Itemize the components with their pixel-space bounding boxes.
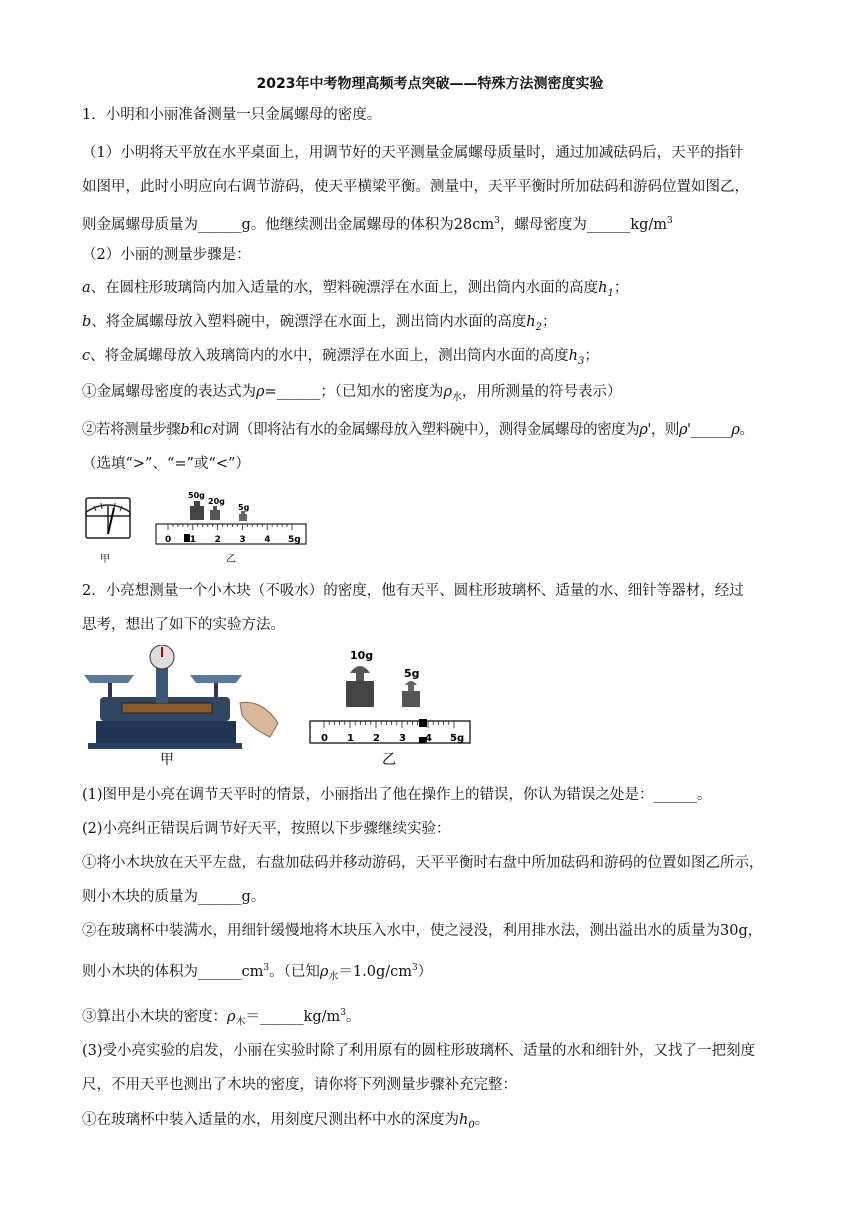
q2-s3-line2: 尺，不用天平也测出了木块的密度，请你将下列测量步骤补充完整： [82, 1077, 517, 1093]
page-title: 2023年中考物理高频考点突破——特殊方法测密度实验 [256, 76, 604, 92]
rule-tick-label: 1 [189, 535, 197, 545]
q2-intro-line2: 思考，想出了如下的实验方法。 [82, 617, 285, 633]
rule-tick-label: 3 [399, 733, 406, 744]
rider-rule [310, 719, 470, 743]
q2-figure [82, 645, 482, 770]
q2-s3-line1: (3)受小亮实验的启发，小丽在实验时除了利用原有的圆柱形玻璃杯、适量的水和细针外，又找了一把刻度 [82, 1043, 756, 1059]
rider-rule [156, 524, 306, 544]
fig2-label-yi: 乙 [382, 752, 396, 768]
fig2-label-jia: 甲 [160, 752, 174, 768]
q1-question-2: ②若将测量步骤b和c对调（即将沾有水的金属螺母放入塑料碗中），测得金属螺母的密度为ρ'，则ρ'______ρ。 [82, 422, 754, 438]
answer-blank: ______ [653, 787, 698, 803]
rule-tick-label: 0 [321, 733, 328, 744]
rule-tick-label: 5g [450, 733, 465, 744]
balance-scale-icon [84, 645, 278, 749]
rule-tick-label: 3 [239, 535, 246, 545]
fig1-label-yi: 乙 [226, 554, 236, 565]
rule-tick-label: 2 [373, 733, 380, 744]
weight-5g-label: 5g [404, 667, 420, 680]
q1-p1-line2: 如图甲，此时小明应向右调节游码，使天平横梁平衡。测量中，天平平衡时所加砝码和游码位置如图乙， [82, 179, 749, 195]
q2-s3-line3: ①在玻璃杯中装入适量的水，用刻度尺测出杯中水的深度为$h_0$。 [82, 1112, 490, 1131]
answer-blank: ______ [198, 889, 242, 905]
fig1-label-jia: 甲 [100, 554, 110, 565]
q1-p1-line1: （1）小明将天平放在水平桌面上，用调节好的天平测量金属螺母质量时，通过加减砝码后，天平的指针 [82, 145, 744, 161]
q2-s2b-line2: 则小木块的体积为$\_\_\_\_\_\_cm^3$。（已知$\rho_水=1.0g/cm^3$） [82, 963, 433, 983]
q2-s2a-line1: ①将小木块放在天平左盘，右盘加砝码并移动游码，天平平衡时右盘中所加砝码和游码的位置如图乙所示， [82, 855, 764, 871]
rule-tick-label: 2 [214, 535, 221, 545]
answer-blank: ______ [276, 384, 321, 400]
weight-5g-label: 5g [238, 503, 250, 512]
answer-blank: ______ [586, 216, 631, 233]
q1-p2: （2）小丽的测量步骤是： [82, 247, 251, 263]
rule-tick-label: 1 [347, 733, 354, 744]
rule-tick-label: 4 [264, 535, 271, 545]
rule-tick-label: 4 [425, 733, 432, 744]
q1-question-1: ①金属螺母密度的表达式为ρ=______；（已知水的密度为$\rho_水$，用所测量的符号表示） [82, 384, 622, 403]
q1-step-c: c、将金属螺母放入玻璃筒内的水中，碗漂浮在水面上，测出筒内水面的高度$h_3$； [82, 348, 599, 367]
q2-s2: (2)小亮纠正错误后调节好天平，按照以下步骤继续实验： [82, 821, 451, 837]
rule-tick-label: 5g [288, 535, 301, 545]
q1-step-b: b、将金属螺母放入塑料碗中，碗漂浮在水面上，测出筒内水面的高度$h_2$； [82, 314, 557, 333]
pointer-scale-icon [86, 498, 130, 538]
q2-s2a-line2: 则小木块的质量为______g。 [82, 889, 266, 905]
q1-p1-line3: 则金属螺母质量为______g。他继续测出金属螺母的体积为$28cm^3$，螺母密度为$\_\_\_\_\_\_kg/m^3$ [82, 216, 673, 233]
q1-intro: 1．小明和小丽准备测量一只金属螺母的密度。 [82, 107, 382, 123]
answer-blank: ______ [260, 1008, 304, 1025]
answer-blank: ______ [198, 963, 242, 980]
q1-step-a: a、在圆柱形玻璃筒内加入适量的水，塑料碗漂浮在水面上，测出筒内水面的高度$h_1$； [82, 280, 629, 299]
weight-10g-label: 10g [350, 649, 374, 662]
weight-20g-label: 20g [208, 497, 225, 506]
q2-intro-line1: 2．小亮想测量一个小木块（不吸水）的密度，他有天平、圆柱形玻璃杯、适量的水、细针等器材，经过 [82, 583, 744, 599]
q2-s2c: ③算出小木块的密度：$\rho_木=\_\_\_\_\_\_kg/m^3$。 [82, 1008, 361, 1028]
q1-figure [82, 484, 312, 570]
answer-blank: ______ [690, 422, 732, 438]
q2-s1: (1)图甲是小亮在调节天平时的情景，小丽指出了他在操作上的错误，你认为错误之处是：______。 [82, 787, 712, 803]
q2-s2b-line1: ②在玻璃杯中装满水，用细针缓慢地将木块压入水中，使之浸没，利用排水法，测出溢出水的质量为30g， [82, 923, 763, 939]
answer-blank: ______ [198, 216, 242, 233]
weight-50g-label: 50g [188, 491, 205, 500]
q1-question-2-hint: （选填“>”、“=”或“<”） [82, 456, 250, 472]
rule-tick-label: 0 [165, 535, 172, 545]
